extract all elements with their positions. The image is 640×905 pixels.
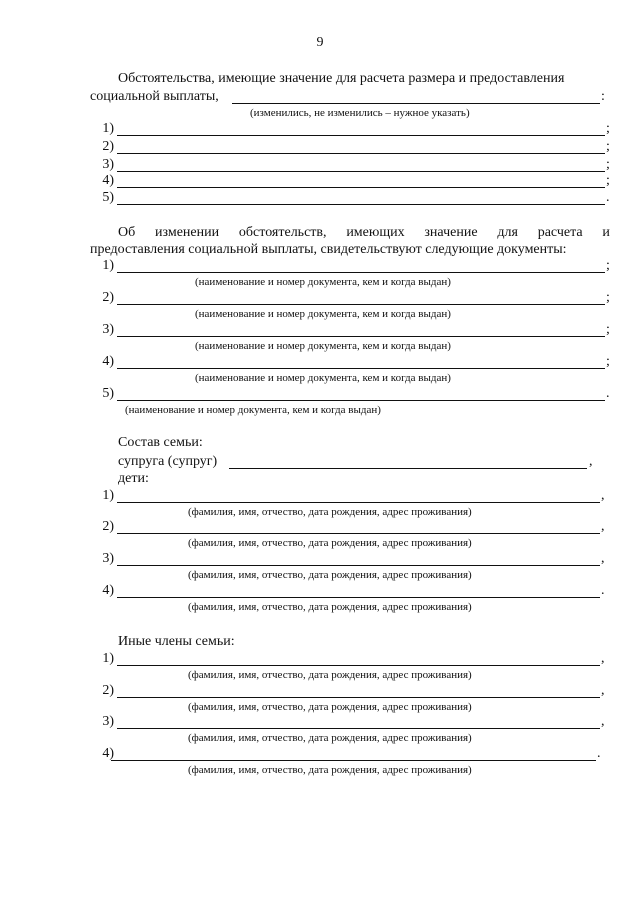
list-item-number: 2) — [102, 683, 114, 698]
member-field[interactable] — [117, 697, 600, 698]
list-item-end: ; — [606, 157, 610, 172]
list-item-end: ; — [606, 322, 610, 337]
child-field[interactable] — [117, 502, 600, 503]
document-caption: (наименование и номер документа, кем и когда выдан) — [195, 372, 451, 384]
child-field[interactable] — [117, 597, 600, 598]
document-field[interactable] — [117, 304, 605, 305]
list-item-field[interactable] — [117, 187, 605, 188]
list-item-number: 3) — [102, 157, 114, 172]
list-item-end: . — [601, 583, 605, 598]
list-item-number: 4) — [102, 746, 114, 761]
list-item-end: ; — [606, 121, 610, 136]
document-caption: (наименование и номер документа, кем и когда выдан) — [195, 276, 451, 288]
list-item-field[interactable] — [117, 135, 605, 136]
list-item-end: , — [601, 488, 605, 503]
list-item-end: ; — [606, 173, 610, 188]
list-item-field[interactable] — [117, 171, 605, 172]
list-item-end: , — [601, 651, 605, 666]
section1-status-field[interactable] — [232, 103, 600, 104]
list-item-field[interactable] — [117, 153, 605, 154]
document-field[interactable] — [117, 272, 605, 273]
list-item-number: 5) — [102, 386, 114, 401]
member-field[interactable] — [117, 665, 600, 666]
member-field[interactable] — [111, 760, 596, 761]
intro-word: и — [602, 225, 610, 240]
section1-intro-line1: Обстоятельства, имеющие значение для расчета размера и предоставления — [118, 71, 565, 86]
list-item-number: 2) — [102, 519, 114, 534]
spouse-end: , — [589, 454, 593, 469]
list-item-end: . — [597, 746, 601, 761]
intro-word: расчета — [537, 225, 583, 240]
child-field[interactable] — [117, 565, 600, 566]
list-item-number: 4) — [102, 173, 114, 188]
intro-word: значение — [424, 225, 478, 240]
person-caption: (фамилия, имя, отчество, дата рождения, адрес проживания) — [188, 669, 472, 681]
list-item-field[interactable] — [117, 204, 605, 205]
list-item-end: ; — [606, 290, 610, 305]
list-item-end: . — [606, 190, 610, 205]
list-item-end: , — [601, 714, 605, 729]
document-caption: (наименование и номер документа, кем и когда выдан) — [195, 308, 451, 320]
person-caption: (фамилия, имя, отчество, дата рождения, адрес проживания) — [188, 537, 472, 549]
list-item-end: ; — [606, 139, 610, 154]
page-number: 9 — [316, 35, 324, 50]
list-item-number: 4) — [102, 354, 114, 369]
person-caption: (фамилия, имя, отчество, дата рождения, адрес проживания) — [188, 732, 472, 744]
intro-word: изменении — [155, 225, 220, 240]
section1-status-caption: (изменились, не изменились – нужное указать) — [250, 107, 470, 119]
member-field[interactable] — [117, 728, 600, 729]
person-caption: (фамилия, имя, отчество, дата рождения, адрес проживания) — [188, 506, 472, 518]
document-field[interactable] — [117, 400, 605, 401]
document-field[interactable] — [117, 336, 605, 337]
list-item-end: , — [601, 551, 605, 566]
list-item-number: 5) — [102, 190, 114, 205]
list-item-number: 1) — [102, 258, 114, 273]
section1-status-end: : — [601, 89, 605, 104]
list-item-end: ; — [606, 258, 610, 273]
person-caption: (фамилия, имя, отчество, дата рождения, адрес проживания) — [188, 701, 472, 713]
person-caption: (фамилия, имя, отчество, дата рождения, адрес проживания) — [188, 764, 472, 776]
list-item-number: 3) — [102, 322, 114, 337]
list-item-number: 1) — [102, 121, 114, 136]
list-item-number: 1) — [102, 488, 114, 503]
list-item-end: . — [606, 386, 610, 401]
list-item-number: 1) — [102, 651, 114, 666]
list-item-end: , — [601, 683, 605, 698]
list-item-number: 3) — [102, 714, 114, 729]
spouse-label: супруга (супруг) — [118, 454, 218, 469]
section1-intro-line2: социальной выплаты, — [90, 89, 219, 104]
intro-word: для — [497, 225, 518, 240]
person-caption: (фамилия, имя, отчество, дата рождения, адрес проживания) — [188, 601, 472, 613]
intro-word: обстоятельств, — [238, 225, 327, 240]
intro-word: Об — [118, 225, 136, 240]
list-item-end: , — [601, 519, 605, 534]
family-heading: Состав семьи: — [118, 435, 203, 450]
list-item-number: 2) — [102, 139, 114, 154]
list-item-number: 4) — [102, 583, 114, 598]
document-caption: (наименование и номер документа, кем и когда выдан) — [195, 340, 451, 352]
spouse-field[interactable] — [229, 468, 587, 469]
document-field[interactable] — [117, 368, 605, 369]
child-field[interactable] — [117, 533, 600, 534]
other-members-heading: Иные члены семьи: — [118, 634, 235, 649]
list-item-end: ; — [606, 354, 610, 369]
list-item-number: 3) — [102, 551, 114, 566]
section2-intro-line2: предоставления социальной выплаты, свидетельствуют следующие документы: — [90, 242, 567, 257]
children-label: дети: — [118, 471, 149, 486]
list-item-number: 2) — [102, 290, 114, 305]
person-caption: (фамилия, имя, отчество, дата рождения, адрес проживания) — [188, 569, 472, 581]
section2-intro-line1 — [118, 225, 610, 241]
document-caption: (наименование и номер документа, кем и когда выдан) — [125, 404, 381, 416]
intro-word: имеющих — [346, 225, 405, 240]
